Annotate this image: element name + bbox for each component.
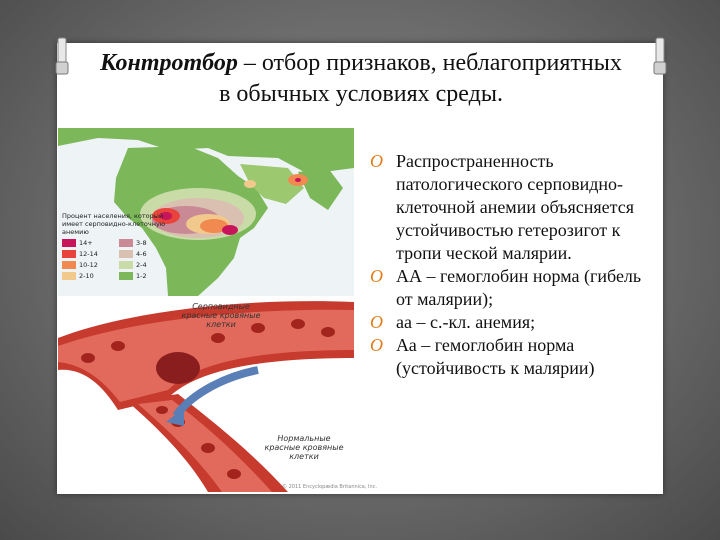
bullet-text: АА – гемоглобин норма (гибель от малярии);: [396, 266, 642, 309]
legend-item: [62, 239, 115, 247]
bullet-item: [366, 311, 658, 334]
legend-item: [62, 272, 115, 280]
legend-swatch: [62, 261, 76, 269]
pin-left-icon: [52, 36, 72, 76]
blood-vessel-illustration: [58, 298, 354, 492]
legend-swatch: [119, 250, 133, 258]
legend-grid: [62, 239, 172, 280]
bullet-list: [366, 150, 658, 380]
bullet-icon: O: [370, 312, 383, 332]
legend-label: 10-12: [79, 261, 98, 269]
sickle-cell-map: [58, 128, 354, 296]
figure-copyright: © 2011 Encyclopædia Britannica, Inc.: [282, 484, 378, 490]
normal-cells-label: Нормальные красные кровяные клетки: [264, 434, 344, 461]
title-term: Контротбор: [100, 50, 238, 76]
legend-label: 2-4: [136, 261, 147, 269]
legend-swatch: [62, 239, 76, 247]
bullet-item: [366, 150, 658, 265]
bullet-text: Аа – гемоглобин норма (устойчивость к малярии): [396, 335, 595, 378]
legend-swatch: [119, 272, 133, 280]
bullet-text: Распространенность патологического серповидно-клеточной анемии объясняется устойчивостью гетерозигот к тропи ческой малярии.: [396, 151, 635, 263]
bullet-icon: O: [370, 266, 383, 286]
bullet-icon: O: [370, 335, 383, 355]
legend-label: 12-14: [79, 250, 98, 258]
pin-right-icon: [650, 36, 670, 76]
legend-item: [119, 261, 172, 269]
legend-label: 3-8: [136, 239, 147, 247]
map-legend: [62, 212, 172, 280]
sickle-cells-label: Серповидные красные кровяные клетки: [181, 302, 261, 329]
legend-swatch: [119, 239, 133, 247]
legend-label: 4-6: [136, 250, 147, 258]
bullet-item: [366, 265, 658, 311]
bullet-item: [366, 334, 658, 380]
legend-item: [62, 250, 115, 258]
legend-item: [62, 261, 115, 269]
legend-swatch: [62, 272, 76, 280]
legend-item: [119, 250, 172, 258]
title-definition: – отбор признаков, неблагоприятных в обычных условиях среды.: [219, 50, 622, 107]
bullet-icon: O: [370, 151, 383, 171]
legend-swatch: [62, 250, 76, 258]
legend-label: 1-2: [136, 272, 147, 280]
legend-item: [119, 272, 172, 280]
bullet-text: аа – с.-кл. анемия;: [396, 312, 536, 332]
legend-title: Процент населения, который имеет серповидно-клеточную анемию: [62, 212, 166, 236]
slide-title: [96, 48, 626, 110]
legend-label: 2-10: [79, 272, 94, 280]
legend-item: [119, 239, 172, 247]
legend-swatch: [119, 261, 133, 269]
legend-label: 14+: [79, 239, 93, 247]
